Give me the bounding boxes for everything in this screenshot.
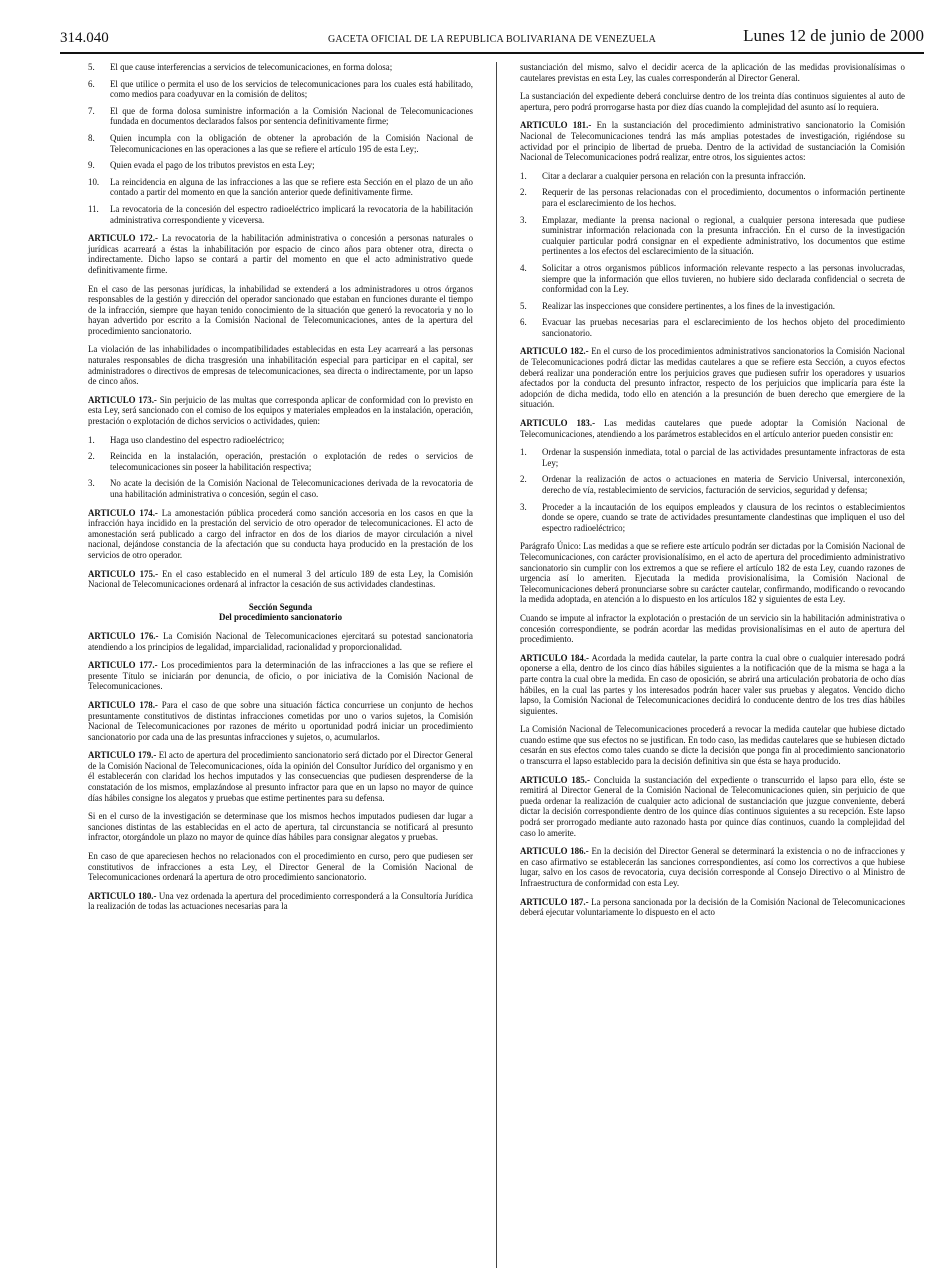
list-item-text: Realizar las inspecciones que considere pertinentes, a los fines de la investigación. xyxy=(542,300,836,311)
continuation-paragraph: sustanciación del mismo, salvo el decidir acerca de la aplicación de las medidas provisionalísimas o cautelares previstas en esta Ley, las cuales corresponderán al Director General. xyxy=(520,62,905,83)
list-item-text: El que de forma dolosa suministre información a la Comisión Nacional de Telecomunicaciones fundada en documentos declarados falsos por sentencia definitivamente firme; xyxy=(110,105,473,127)
article-179: ARTICULO 179.- El acto de apertura del procedimiento sancionatorio será dictado por el Director General de la Comisión Nacional de Telecomunicaciones, oída la opinión del Consultor Jurídico del organismo y en él establecerán con claridad los hechos imputados y las consecuencias que pudiesen desprenderse de la constatación de los mismos, emplazándose al presunto infractor para que en un lapso no mayor de quince días hábiles consigne los alegatos y pruebas que estime pertinentes para su defensa. xyxy=(88,750,474,803)
article-184: ARTICULO 184.- Acordada la medida cautelar, la parte contra la cual obre o cualquier interesado podrá oponerse a ella, dentro de los cinco días hábiles siguientes a la notificación que de la misma se haga a la parte contra la cual obre la medida. En caso de oposición, se abrirá una articulación probatoria de ocho días hábiles, en la cual las partes y los interesados podrán hacer valer sus pruebas y alegatos. Vencido dicho lapso, la Comisión Nacional de Telecomunicaciones decidirá lo conducente dentro de los tres días hábiles siguientes. xyxy=(520,652,905,716)
list-item xyxy=(520,301,905,312)
list-item-number: 1. xyxy=(88,434,95,445)
list-item-number: 8. xyxy=(88,132,95,143)
page-header xyxy=(60,28,924,54)
article-182: ARTICULO 182.- En el curso de los procedimientos administrativos sancionatorios la Comisión Nacional de Telecomunicaciones podrá dictar las medidas cautelares a que se refiere esta Sección, a cuyos efectos deberá realizar una ponderación entre los perjuicios graves que pudiesen sufrir los operadores y usuarios afectados por la conducta del presunto infractor, respecto de los perjuicios que implicaría para éste la adopción de dicha medida, todo ello en atención a la presunción de buen derecho que emergiere de la situación. xyxy=(520,346,905,410)
list-item-text: Evacuar las pruebas necesarias para el esclarecimiento de los hechos objeto del procedimiento sancionatorio. xyxy=(542,317,905,338)
article-175: ARTICULO 175.- En el caso establecido en el numeral 3 del artículo 189 de esta Ley, la Comisión Nacional de Telecomunicaciones ordenará al infractor la cesación de sus actividades clandestinas. xyxy=(88,568,473,590)
list-item-number: 3. xyxy=(520,501,527,512)
list-item xyxy=(88,204,473,225)
article-180: ARTICULO 180.- Una vez ordenada la apertura del procedimiento corresponderá a la Consultoría Jurídica la realización de todas las actuaciones necesarias para la xyxy=(88,890,473,912)
section-number: Sección Segunda xyxy=(248,601,313,612)
list-item-number: 11. xyxy=(88,203,99,214)
substantiation-deadline: La sustanciación del expediente deberá concluirse dentro de los treinta días continuos siguientes al auto de apertura, pero podrá prorrogarse hasta por diez días cuando la complejidad del asunto así lo requiera. xyxy=(520,91,905,112)
list-item-text: Proceder a la incautación de los equipos empleados y clausura de los recintos o establecimientos donde se opere, cuando se trate de actividades presuntamente clandestinas que impliquen el uso del espectro radioeléctrico; xyxy=(542,501,905,533)
article-178: ARTICULO 178.- Para el caso de que sobre una situación fáctica concurriese un conjunto de hechos presuntamente constitutivos de distintas infracciones cometidas por uno o varios sujetos, la Comisión Nacional de Telecomunicaciones por razones de mérito u oportunidad podrá iniciar un procedimiento sancionatorio por cada una de las presuntas infracciones y sujetos, o, acumularlos. xyxy=(88,699,474,742)
article-173-list xyxy=(88,435,473,500)
list-item-number: 3. xyxy=(88,478,95,489)
list-item xyxy=(88,177,473,198)
list-item-text: Emplazar, mediante la prensa nacional o regional, a cualquier persona interesada que pudiese suministrar información relacionada con la presunta infracción. En el curso de la investigación cualquier particular podrá consignar en el expediente administrativo, los documentos que estime pertinentes a los efectos del esclarecimiento de la situación. xyxy=(542,214,905,257)
list-item xyxy=(520,215,905,257)
list-item-number: 5. xyxy=(88,62,95,72)
list-item-number: 2. xyxy=(88,451,95,462)
list-item xyxy=(88,62,473,73)
list-item-text: Ordenar la suspensión inmediata, total o parcial de las actividades presuntamente infractoras de esta Ley; xyxy=(542,447,905,468)
article-187: ARTICULO 187.- La persona sancionada por la decisión de la Comisión Nacional de Telecomunicaciones deberá ejecutar voluntariamente lo dispuesto en el acto xyxy=(520,896,905,918)
right-column xyxy=(520,62,905,926)
article-183-list xyxy=(520,447,905,533)
list-item-text: Citar a declarar a cualquier persona en relación con la presunta infracción. xyxy=(542,170,806,181)
article-173: ARTICULO 173.- Sin perjuicio de las multas que corresponda aplicar de conformidad con lo previsto en esta Ley, será sancionado con el comiso de los equipos y materiales empleados en la instalación, operación, prestación o explotación de dichos servicios o actividades, quien: xyxy=(88,394,473,427)
article-177: ARTICULO 177.- Los procedimientos para la determinación de las infracciones a las que se refiere el presente Título se iniciarán por denuncia, de oficio, o por iniciativa de la Comisión Nacional de Telecomunicaciones. xyxy=(88,660,473,692)
list-item-text: Solicitar a otros organismos públicos información relevante respecto a las personas involucradas, siempre que la información que ellos tuvieren, no hubiere sido declarada confidencial o secreta de conformidad con la Ley. xyxy=(542,262,905,295)
list-item xyxy=(520,263,905,295)
list-item-number: 5. xyxy=(520,300,527,311)
list-item-text: Quien incumpla con la obligación de obtener la aprobación de la Comisión Nacional de Telecomunicaciones en las operaciones a las que se refiere el artículo 195 de esta Ley;. xyxy=(110,132,473,154)
list-item-text: Requerir de las personas relacionadas con el procedimiento, documentos o información pertinente para el esclarecimiento de los hechos. xyxy=(542,187,905,208)
list-item-number: 7. xyxy=(88,105,95,116)
list-item xyxy=(88,435,473,446)
list-item-text: El que utilice o permita el uso de los servicios de telecomunicaciones para los cuales está habilitado, como medios para coadyuvar en la comisión de delitos; xyxy=(110,78,473,100)
article-172: ARTICULO 172.- La revocatoria de la habilitación administrativa o concesión a personas naturales o jurídicas acarreará a éstas la inhabilitación por espacio de cinco años para obtener otra, directa o indirectamente. Dicho lapso se contará a partir del momento en que el acto administrativo quede definitivamente firme. xyxy=(88,233,474,275)
list-item xyxy=(88,106,473,127)
list-item-number: 6. xyxy=(88,78,95,89)
list-item-number: 3. xyxy=(520,214,527,225)
article-183-paragraph-unico: Parágrafo Único: Las medidas a que se refiere este artículo podrán ser dictadas por la Comisión Nacional de Telecomunicaciones, con carácter provisionalísimo, en el acto de apertura del procedimiento administrativo sancionatorio sin cumplir con los extremos a que se refiere el artículo 182 de esta Ley, cuando razones de urgencia así lo ameriten. Ejecutada la medida provisionalísima, la Comisión Nacional de Telecomunicaciones deberá pronunciarse sobre su carácter cautelar, confirmando, modificando o revocando la medida adoptada, en atención a lo dispuesto en los artículos 182 y siguientes de esta Ley. xyxy=(520,541,905,605)
infractions-list-5-11 xyxy=(88,62,473,225)
list-item-number: 10. xyxy=(88,176,100,187)
list-item xyxy=(520,317,905,338)
issue-date: Lunes 12 de junio de 2000 xyxy=(743,26,924,45)
article-174: ARTICULO 174.- La amonestación pública procederá como sanción accesoria en los casos en que la infracción haya incidido en la prestación del servicio de otro operador de telecomunicaciones. El acto de amonestación será publicado a cargo del infractor en dos de los diarios de mayor circulación a nivel nacional, dejándose constancia de la afectación que su conducta haya producido en la prestación de los servicios de otro operador. xyxy=(88,507,473,560)
publication-title: GACETA OFICIAL DE LA REPUBLICA BOLIVARIANA DE VENEZUELA xyxy=(327,34,657,45)
article-184-paragraph-2: La Comisión Nacional de Telecomunicaciones procederá a revocar la medida cautelar que hubiese dictado cuando estime que sus efectos no se justifican. En todo caso, las medidas cautelares que se hubiesen dictado cesarán en sus efectos como tales cuando se dicte la decisión que ponga fin al procedimiento sancionatorio o transcurra el lapso establecido para la decisión definitiva sin que ésta se haya producido. xyxy=(520,724,905,767)
list-item-number: 2. xyxy=(520,187,527,198)
article-185: ARTICULO 185.- Concluida la sustanciación del expediente o transcurrido el lapso para ello, éste se remitirá al Director General de la Comisión Nacional de Telecomunicaciones quien, sin perjuicio de que pueda ordenar la realización de cualquier acto adicional de sustanciación que juzgue conveniente, deberá dictar la decisión correspondiente dentro de los quince días continuos siguientes a su recepción. Este lapso podrá ser prorrogado mediante auto razonado hasta por quince días continuos, cuando la complejidad del caso lo amerite. xyxy=(520,774,906,838)
list-item-number: 9. xyxy=(88,160,95,171)
list-item-text: El que cause interferencias a servicios de telecomunicaciones, en forma dolosa; xyxy=(110,62,393,72)
list-item-text: La reincidencia en alguna de las infracciones a las que se refiere esta Sección en el plazo de un año contado a partir del momento en que la sanción anterior quede definitivamente firme. xyxy=(110,176,473,198)
left-column xyxy=(88,62,473,920)
list-item xyxy=(520,474,905,495)
article-181: ARTICULO 181.- En la sustanciación del procedimiento administrativo sancionatorio la Comisión Nacional de Telecomunicaciones tendrá las más amplias potestades de investigación, rigiéndose su actividad por el principio de libertad de prueba. Dentro de la actividad de sustanciación la Comisión Nacional de Telecomunicaciones podrá realizar, entre otros, los siguientes actos: xyxy=(520,120,906,163)
article-176: ARTICULO 176.- La Comisión Nacional de Telecomunicaciones ejercitará su potestad sancionatoria atendiendo a los principios de legalidad, imparcialidad, racionalidad y proporcionalidad. xyxy=(88,630,473,652)
article-172-paragraph-2: En el caso de las personas jurídicas, la inhabilidad se extenderá a los administradores u otros órganos responsables de la gestión y dirección del operador sancionado que estaban en funciones durante el tiempo de la infracción, siempre que hayan tenido conocimiento de la situación que generó la revocatoria y no lo hayan advertido por escrito a la Comisión Nacional de Telecomunicaciones, antes de la apertura del procedimiento sancionatorio. xyxy=(88,283,473,336)
list-item xyxy=(520,447,905,468)
list-item-number: 6. xyxy=(520,317,527,328)
section-name: Del procedimiento sancionatorio xyxy=(218,612,343,623)
list-item xyxy=(88,79,473,100)
page-number: 314.040 xyxy=(60,30,109,46)
list-item-text: Ordenar la realización de actos o actuaciones en materia de Servicio Universal, interconexión, derecho de vía, restablecimiento de servicios, facturación de servicios, seguridad y defensa; xyxy=(542,474,905,495)
article-183: ARTICULO 183.- Las medidas cautelares que puede adoptar la Comisión Nacional de Telecomunicaciones, atendiendo a los parámetros establecidos en el artículo anterior pueden consistir en: xyxy=(520,418,905,439)
article-181-list xyxy=(520,171,905,339)
article-179-paragraph-3: En caso de que apareciesen hechos no relacionados con el procedimiento en curso, pero que pudiesen ser constitutivos de infracciones a esta Ley, el Director General de la Comisión Nacional de Telecomunicaciones ordenará la apertura de otro procedimiento sancionatorio. xyxy=(88,851,473,883)
list-item xyxy=(88,451,473,472)
list-item-text: Haga uso clandestino del espectro radioeléctrico; xyxy=(110,434,285,445)
column-divider xyxy=(496,62,497,1268)
list-item-text: La revocatoria de la concesión del espectro radioeléctrico implicará la revocatoria de la habilitación administrativa correspondiente y viceversa. xyxy=(110,203,473,225)
list-item xyxy=(520,187,905,208)
list-item-text: Reincida en la instalación, operación, prestación o explotación de redes o servicios de telecomunicaciones sin poseer la habilitación respectiva; xyxy=(110,451,473,472)
article-183-paragraph-3: Cuando se impute al infractor la explotación o prestación de un servicio sin la habilitación administrativa o concesión correspondiente, se podrán acordar las medidas provisionalísimas en el auto de apertura del procedimiento. xyxy=(520,612,905,645)
article-186: ARTICULO 186.- En la decisión del Director General se determinará la existencia o no de infracciones y en caso afirmativo se establecerán las sanciones correspondientes, así como los correctivos a que hubiese lugar, salvo en los casos de revocatoria, cuya decisión corresponde al Consejo Directivo o al Ministro de Infraestructura de conformidad con esta Ley. xyxy=(520,846,905,888)
list-item xyxy=(88,478,473,499)
list-item-text: Quien evada el pago de los tributos previstos en esta Ley; xyxy=(110,160,315,171)
section-heading xyxy=(88,602,473,623)
list-item-number: 4. xyxy=(520,262,527,273)
article-172-paragraph-3: La violación de las inhabilidades o incompatibilidades establecidas en esta Ley acarreará a las personas naturales responsables de dicha trasgresión una inhabilitación especial para participar en el capital, ser administradores o directivos de empresas de telecomunicaciones, sea directa o indirectamente, por un lapso de cinco años. xyxy=(88,344,473,387)
list-item-number: 1. xyxy=(520,447,527,458)
list-item-text: No acate la decisión de la Comisión Nacional de Telecomunicaciones derivada de la revocatoria de una habilitación administrativa o concesión, según el caso. xyxy=(110,478,473,499)
list-item-number: 1. xyxy=(520,170,527,181)
article-179-paragraph-2: Si en el curso de la investigación se determinase que los mismos hechos imputados pudiesen dar lugar a sanciones distintas de las establecidas en el acto de apertura, tal circunstancia se notificará al presunto infractor, otorgándole un plazo no mayor de quince días hábiles para consignar alegatos y pruebas. xyxy=(88,811,473,843)
list-item xyxy=(88,160,473,171)
list-item xyxy=(520,502,905,534)
list-item-number: 2. xyxy=(520,474,527,485)
list-item xyxy=(520,171,905,182)
list-item xyxy=(88,133,473,154)
